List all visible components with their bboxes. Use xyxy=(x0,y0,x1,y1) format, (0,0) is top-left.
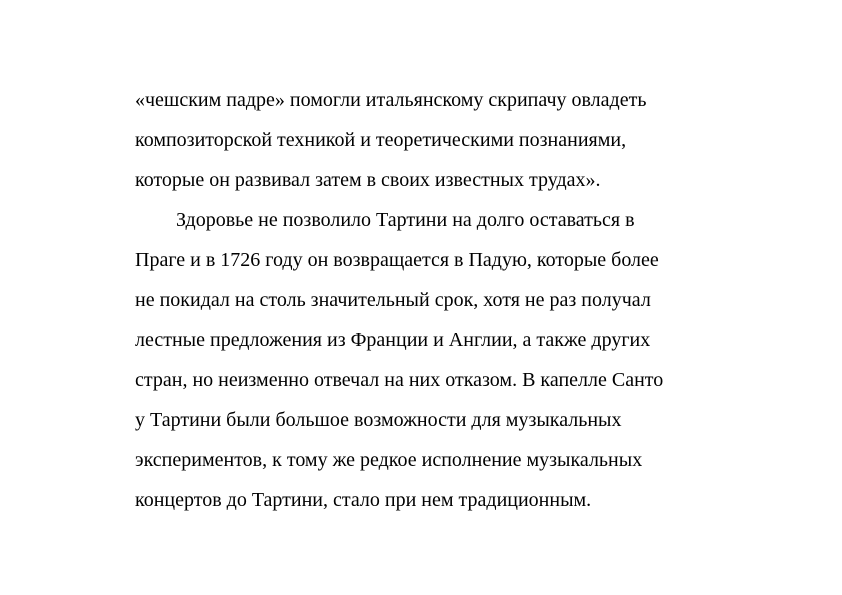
text-line: экспериментов, к тому же редкое исполнение музыкальных xyxy=(135,449,643,471)
text-line: композиторской техникой и теоретическими познаниями, xyxy=(135,129,627,151)
text-line: «чешским падре» помогли итальянскому скрипачу овладеть xyxy=(135,89,647,111)
text-line: концертов до Тартини, стало при нем традиционным. xyxy=(135,489,592,511)
text-line: лестные предложения из Франции и Англии, а также других xyxy=(135,329,651,351)
text-line: не покидал на столь значительный срок, хотя не раз получал xyxy=(135,289,651,311)
text-line: у Тартини были большое возможности для музыкальных xyxy=(135,409,622,431)
text-line: стран, но неизменно отвечал на них отказом. В капелле Санто xyxy=(135,369,664,391)
paragraph-first-line: Здоровье не позволило Тартини на долго оставаться в xyxy=(176,209,635,231)
text-line: которые он развивал затем в своих известных трудах». xyxy=(135,169,601,191)
text-line: Праге и в 1726 году он возвращается в Падую, которые более xyxy=(135,249,659,271)
text-body xyxy=(135,84,735,524)
